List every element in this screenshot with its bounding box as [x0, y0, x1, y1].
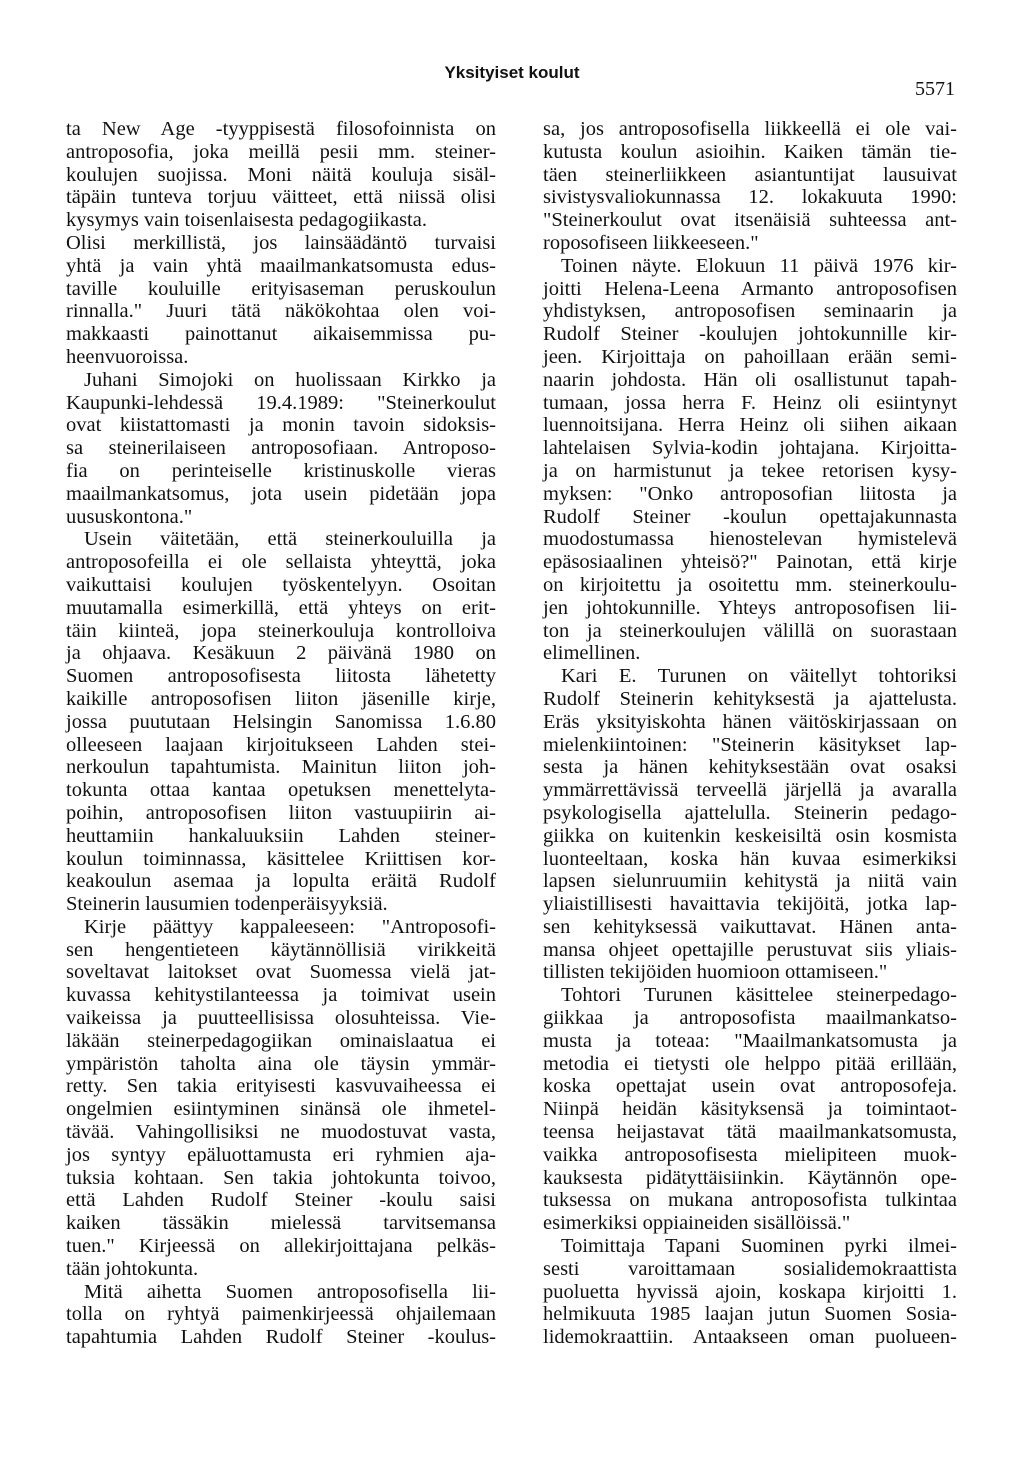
- text-line: että Lahden Rudolf Steiner -koulu saisi: [66, 1189, 496, 1212]
- text-line: tuen." Kirjeessä on allekirjoittajana pelkäs-: [66, 1235, 496, 1258]
- text-line: yhtä ja vain yhtä maailmankatsomusta edus-: [66, 254, 496, 277]
- text-line: helmikuuta 1985 laajan jutun Suomen Sosia-: [543, 1303, 957, 1326]
- text-line: maailmankatsomus, jota usein pidetään jopa: [66, 482, 496, 505]
- text-line: ongelmien esiintyminen sinänsä ole ihmetel-: [66, 1098, 496, 1121]
- text-line: retty. Sen takia erityisesti kasvuvaiheessa ei: [66, 1075, 496, 1098]
- text-line: ta New Age -tyyppisestä filosofoinnista on: [66, 118, 496, 140]
- text-line: Kari E. Turunen on väitellyt tohtoriksi: [561, 665, 957, 688]
- text-line: yhdistyksen, antroposofisen seminaarin ja: [543, 300, 957, 323]
- text-line: giikka on kuitenkin keskeisiltä osin kosmista: [543, 824, 957, 847]
- text-line: yliaistillisesti havaittavia tekijöitä, jotka lap-: [543, 893, 957, 916]
- text-line: jossa puututaan Helsingin Sanomissa 1.6.80: [66, 710, 496, 733]
- text-line: jeen. Kirjoittaja on pahoillaan erään semi-: [543, 345, 957, 368]
- running-header-title: Yksityiset koulut: [444, 63, 580, 82]
- text-line: muodostumassa hienostelevan hymistelevä: [543, 528, 957, 551]
- text-line: antroposofeilla ei ole sellaista yhteyttä, joka: [66, 551, 496, 574]
- text-line: läkään steinerpedagogiikan ominaislaatua ei: [66, 1029, 496, 1052]
- text-line: "Steinerkoulut ovat itsenäisiä suhteessa ant-: [543, 209, 957, 232]
- text-line: koulujen suojissa. Moni näitä kouluja sisäl-: [66, 163, 496, 186]
- text-line: lidemokraattiin. Antaakseen oman puolueen-: [543, 1326, 957, 1349]
- text-line: Niinpä heidän käsityksensä ja toimintaot-: [543, 1098, 957, 1121]
- text-line: lapsen sielunruumiin kehitystä ja niitä vain: [543, 870, 957, 893]
- text-line: Kirje päättyy kappaleeseen: "Antroposofi-: [84, 915, 496, 938]
- text-line: sa steinerilaiseen antroposofiaan. Antroposo-: [66, 437, 496, 460]
- text-line: sen kehityksessä vaikuttavat. Hänen anta-: [543, 915, 957, 938]
- text-line: Kaupunki-lehdessä 19.4.1989: "Steinerkoulut: [66, 391, 496, 414]
- text-line: metodia ei tietysti ole helppo pitää erillään,: [543, 1052, 957, 1075]
- text-line: sa, jos antroposofisella liikkeellä ei ole vai-: [543, 118, 957, 140]
- text-line: ja on harmistunut ja tekee retorisen kysy-: [543, 459, 957, 482]
- text-line: vaikuttaisi koulujen työskentelyyn. Osoitan: [66, 573, 496, 596]
- text-line: tillisten tekijöiden huomioon ottamiseen.": [543, 961, 888, 984]
- text-line: taville kouluille erityisaseman peruskoulun: [66, 277, 496, 300]
- text-line: fia on perinteiselle kristinuskolle vieras: [66, 459, 496, 482]
- text-line: Tohtori Turunen käsittelee steinerpedago-: [561, 984, 957, 1007]
- text-line: Toinen näyte. Elokuun 11 päivä 1976 kir-: [561, 254, 957, 277]
- text-line: elimellinen.: [543, 642, 641, 665]
- text-line: koulun toiminnassa, käsittelee Kriittisen kor-: [66, 847, 496, 870]
- text-line: tumaan, jossa herra F. Heinz oli esiintynyt: [543, 391, 957, 414]
- text-line: joitti Helena-Leena Armanto antroposofisen: [543, 277, 957, 300]
- text-line: rinnalla." Juuri tätä näkökohtaa olen voi-: [66, 300, 496, 323]
- text-line: luennoitsijana. Herra Heinz oli siihen aikaan: [543, 414, 957, 437]
- text-line: jen johtokunnille. Yhteys antroposofisen lii-: [543, 596, 957, 619]
- page-number: 5571: [915, 78, 955, 100]
- text-line: myksen: "Onko antroposofian liitosta ja: [543, 482, 957, 505]
- text-line: musta ja toteaa: "Maailmankatsomusta ja: [543, 1029, 957, 1052]
- text-line: poihin, antroposofisen liiton vastuupiirin ai-: [66, 801, 496, 824]
- text-line: Rudolf Steinerin kehityksestä ja ajattelusta.: [543, 687, 957, 710]
- text-line: Eräs yksityiskohta hänen väitöskirjassaan on: [543, 710, 957, 733]
- text-line: täpäin tunteva torjuu väitteet, että niissä olisi: [66, 186, 496, 209]
- text-line: tapahtumia Lahden Rudolf Steiner -koulus-: [66, 1326, 496, 1349]
- text-line: kysymys vain toisenlaisesta pedagogiikasta.: [66, 209, 427, 232]
- text-line: Toimittaja Tapani Suominen pyrki ilmei-: [561, 1235, 957, 1258]
- left-text-column: [66, 118, 496, 1349]
- text-line: vaikka antroposofisesta mielipiteen muok-: [543, 1143, 957, 1166]
- text-line: ympäristön taholta aina ole täysin ymmär-: [66, 1052, 496, 1075]
- text-line: sesta ja hänen kehityksestään ovat osaksi: [543, 756, 957, 779]
- text-line: roposofiseen liikkeeseen.": [543, 231, 759, 254]
- text-line: vaikeissa ja puutteellisissa olosuhteissa. Vie-: [66, 1007, 496, 1030]
- text-line: tävää. Vahingollisiksi ne muodostuvat vasta,: [66, 1121, 496, 1144]
- text-line: tokunta ottaa kantaa opetuksen menettelyta-: [66, 779, 496, 802]
- text-line: jos syntyy epäluottamusta eri ryhmien aja-: [66, 1143, 496, 1166]
- text-line: kaiken tässäkin mielessä tarvitsemansa: [66, 1212, 496, 1235]
- text-line: Steinerin lausumien todenperäisyyksiä.: [66, 893, 388, 916]
- text-line: teensa heijastavat tätä maailmankatsomusta,: [543, 1121, 957, 1144]
- text-line: tuksia kohtaan. Sen takia johtokunta toivoo,: [66, 1166, 496, 1189]
- text-line: naarin johdosta. Hän oli osallistunut tapah-: [543, 368, 957, 391]
- text-line: Usein väitetään, että steinerkouluilla ja: [84, 528, 496, 551]
- text-line: ymmärrettävissä terveellä järjellä ja avaralla: [543, 779, 957, 802]
- text-line: ovat kiistattomasti ja monin tavoin sidoksis-: [66, 414, 496, 437]
- text-line: luonteeltaan, koska hän kuvaa esimerkiksi: [543, 847, 957, 870]
- text-line: lahtelaisen Sylvia-kodin johtajana. Kirjoitta-: [543, 437, 957, 460]
- text-line: heenvuoroissa.: [66, 345, 189, 368]
- text-line: muutamalla esimerkillä, että yhteys on erit-: [66, 596, 496, 619]
- right-text-column: [543, 118, 957, 1349]
- text-line: uususkontona.": [66, 505, 193, 528]
- text-line: koska opettajat usein ovat antroposofeja.: [543, 1075, 957, 1098]
- text-line: täen steinerliikkeen asiantuntijat lausuivat: [543, 163, 957, 186]
- text-line: mansa ohjeet opettajille perustuvat siis yliais-: [543, 938, 957, 961]
- text-line: sivistysvaliokunnassa 12. lokakuuta 1990:: [543, 186, 957, 209]
- text-line: Suomen antroposofisesta liitosta lähetetty: [66, 665, 496, 688]
- text-line: kauksesta pidätyttäisiinkin. Käytännön ope-: [543, 1166, 957, 1189]
- text-line: Juhani Simojoki on huolissaan Kirkko ja: [84, 368, 496, 391]
- text-line: kutusta koulun asioihin. Kaiken tämän tie-: [543, 140, 957, 163]
- text-line: täin kiinteä, jopa steinerkouluja kontrolloiva: [66, 619, 496, 642]
- text-line: Mitä aihetta Suomen antroposofisella lii-: [84, 1280, 496, 1303]
- text-line: on kirjoitettu ja osoitettu mm. steinerkoulu-: [543, 573, 957, 596]
- text-line: makkaasti painottanut aikaisemmissa pu-: [66, 323, 496, 346]
- text-line: Olisi merkillistä, jos lainsäädäntö turvaisi: [66, 231, 496, 254]
- text-line: soveltavat laitokset ovat Suomessa vielä jat-: [66, 961, 496, 984]
- text-line: epäsosiaalinen yhteisö?" Painotan, että kirje: [543, 551, 957, 574]
- text-line: olleeseen laajaan kirjoitukseen Lahden stei-: [66, 733, 496, 756]
- text-line: esimerkiksi oppiaineiden sisällöissä.": [543, 1212, 851, 1235]
- text-line: kaikille antroposofisen liiton jäsenille kirje,: [66, 687, 496, 710]
- text-line: puoluetta hyvissä ajoin, koskapa kirjoitti 1.: [543, 1280, 957, 1303]
- text-line: Rudolf Steiner -koulun opettajakunnasta: [543, 505, 957, 528]
- text-line: kuvassa kehitystilanteessa ja toimivat usein: [66, 984, 496, 1007]
- text-line: Rudolf Steiner -koulujen johtokunnille kir-: [543, 323, 957, 346]
- text-line: ton ja steinerkoulujen välillä on suorastaan: [543, 619, 957, 642]
- text-line: mielenkiintoinen: "Steinerin käsitykset lap-: [543, 733, 957, 756]
- text-line: tuksessa on mukana antroposofista tulkintaa: [543, 1189, 957, 1212]
- text-line: sen hengentieteen käytännöllisiä virikkeitä: [66, 938, 496, 961]
- text-line: nerkoulun tapahtumista. Mainitun liiton joh-: [66, 756, 496, 779]
- text-line: antroposofia, joka meillä pesii mm. steiner-: [66, 140, 496, 163]
- text-line: tään johtokunta.: [66, 1257, 199, 1280]
- text-line: ja ohjaava. Kesäkuun 2 päivänä 1980 on: [66, 642, 496, 665]
- text-line: tolla on ryhtyä paimenkirjeessä ohjailemaan: [66, 1303, 496, 1326]
- text-line: heuttamiin hankaluuksiin Lahden steiner-: [66, 824, 496, 847]
- text-line: giikkaa ja antroposofista maailmankatso-: [543, 1007, 957, 1030]
- text-line: sesti varoittamaan sosialidemokraattista: [543, 1257, 957, 1280]
- text-line: keakoulun asemaa ja lopulta eräitä Rudolf: [66, 870, 496, 893]
- text-line: psykologisella ajattelulla. Steinerin pedago-: [543, 801, 957, 824]
